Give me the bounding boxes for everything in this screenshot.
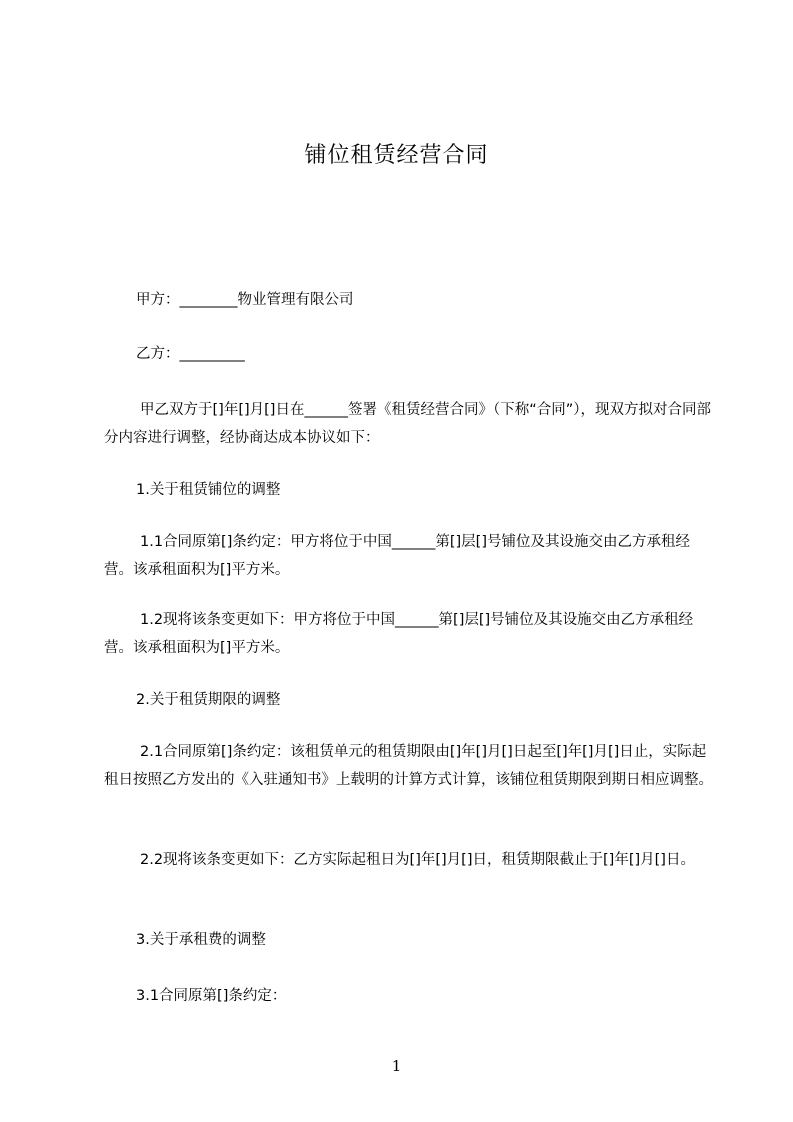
clause-3-1: 3.1合同原第[]条约定：: [136, 988, 287, 1004]
clause-2-2: 2.2现将该条变更如下：乙方实际起租日为[]年[]月[]日，租赁期限截止于[]年[]月[]日。: [140, 852, 695, 868]
section-1-heading: 1.关于租赁铺位的调整: [136, 482, 281, 498]
document-title: 铺位租赁经营合同: [304, 143, 489, 168]
intro-paragraph: 甲乙双方于[]年[]月[]日在______签署《租赁经营合同》（下称“合同”），现双方拟对合同部分内容进行调整，经协商达成本协议如下：: [104, 402, 711, 446]
party-b-line: 乙方：_________: [136, 346, 245, 362]
party-a-line: 甲方：________物业管理有限公司: [136, 292, 354, 308]
clause-1-1: 1.1合同原第[]条约定：甲方将位于中国______第[]层[]号铺位及其设施交由乙方承租经营。该承租面积为[]平方米。: [104, 534, 690, 578]
clause-1-2: 1.2现将该条变更如下：甲方将位于中国______第[]层[]号铺位及其设施交由乙方承租经营。该承租面积为[]平方米。: [104, 612, 694, 656]
section-3-heading: 3.关于承租费的调整: [136, 932, 266, 948]
section-2-heading: 2.关于租赁期限的调整: [136, 692, 281, 708]
page-number: 1: [391, 1057, 402, 1075]
clause-2-1: 2.1合同原第[]条约定：该租赁单元的租赁期限由[]年[]月[]日起至[]年[]月[]日止，实际起租日按照乙方发出的《入驻通知书》上载明的计算方式计算，该铺位租赁期限到期日相应调整。: [104, 744, 713, 788]
